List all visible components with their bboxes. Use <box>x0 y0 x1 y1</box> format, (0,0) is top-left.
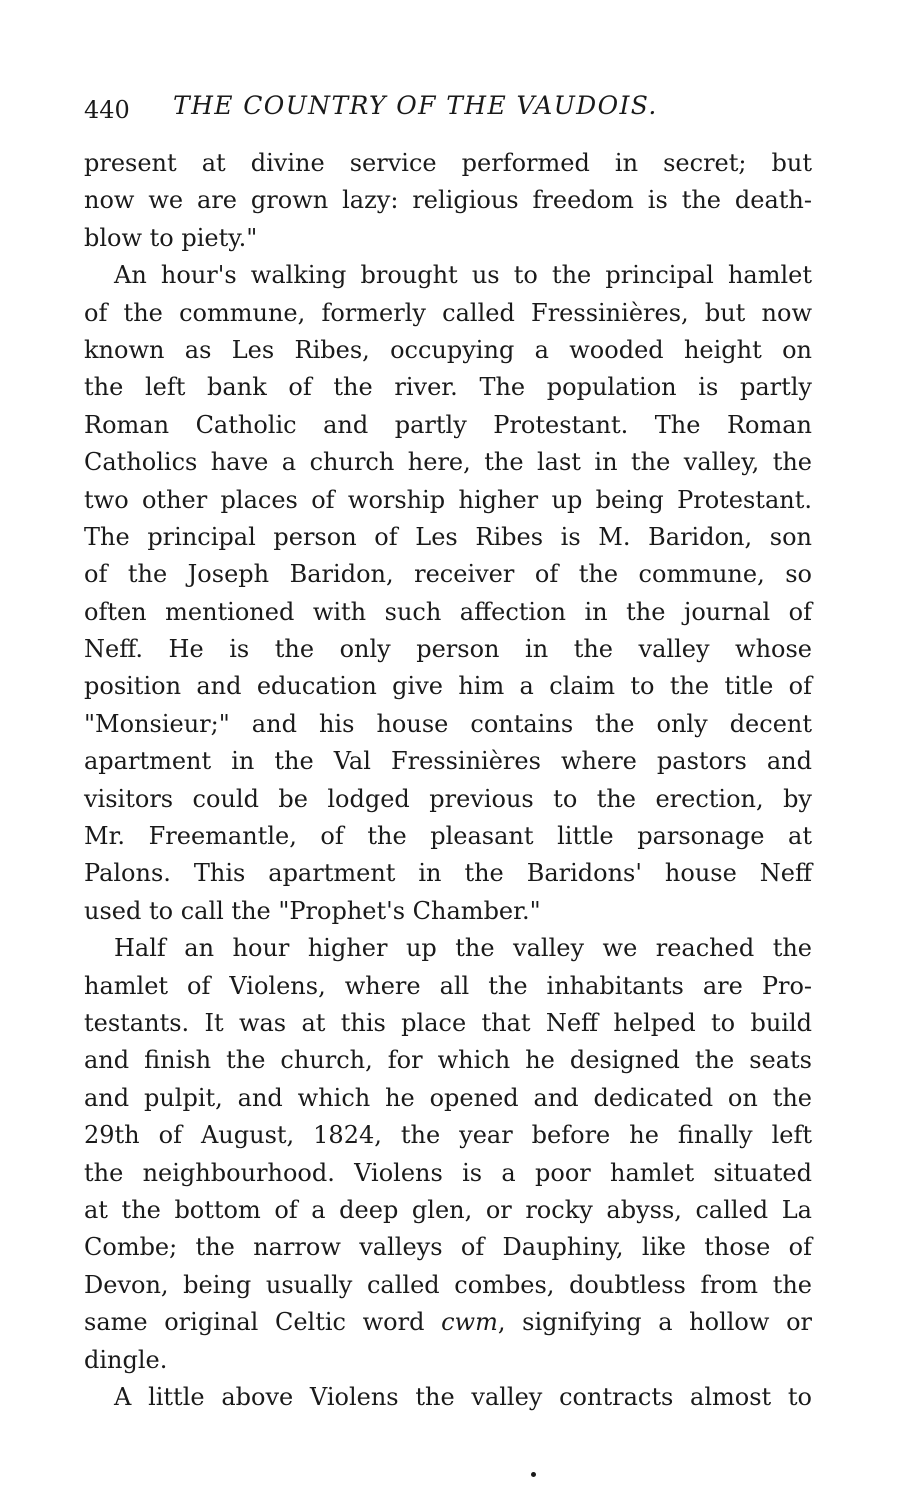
text-line: and finish the church, for which he designed the seats <box>84 1046 812 1075</box>
page-number: 440 <box>84 96 130 124</box>
text-line: A little above Violens the valley contracts almost to <box>114 1382 812 1411</box>
paragraph-les-ribes <box>84 257 812 930</box>
text-line: present at divine service performed in secret; but <box>84 149 812 177</box>
text-line: "Monsieur;" and his house contains the only decent <box>84 709 812 738</box>
text-line: same original Celtic word cwm, signifying a hollow or <box>84 1308 812 1337</box>
text-line: dingle. <box>84 1345 168 1374</box>
text-line: blow to piety." <box>84 223 258 252</box>
text-line: hamlet of Violens, where all the inhabitants are Pro- <box>84 971 812 1000</box>
body-text <box>84 145 812 1416</box>
text-line: the left bank of the river. The population is partly <box>84 373 812 402</box>
text-line: the neighbourhood. Violens is a poor hamlet situated <box>84 1158 812 1187</box>
text-line: Devon, being usually called combes, doubtless from the <box>84 1270 812 1299</box>
text-line: Neff. He is the only person in the valley whose <box>84 635 812 664</box>
text-line: apartment in the Val Fressinières where pastors and <box>84 747 812 776</box>
text-line: known as Les Ribes, occupying a wooded height on <box>84 335 812 364</box>
text-line: Combe; the narrow valleys of Dauphiny, like those of <box>84 1233 812 1262</box>
text-line: Half an hour higher up the valley we reached the <box>114 934 812 963</box>
text-line: at the bottom of a deep glen, or rocky abyss, called La <box>84 1195 812 1224</box>
text-line: An hour's walking brought us to the principal hamlet <box>114 261 812 290</box>
text-line: Catholics have a church here, the last in the valley, the <box>84 448 812 477</box>
text-line: Palons. This apartment in the Baridons' house Neff <box>84 859 812 888</box>
text-line: used to call the "Prophet's Chamber." <box>84 896 541 925</box>
text-line: of the commune, formerly called Fressinières, but now <box>84 298 812 327</box>
paragraph-violens <box>84 930 812 1379</box>
text-line: two other places of worship higher up being Protestant. <box>84 485 812 514</box>
text-line: testants. It was at this place that Neff helped to build <box>84 1008 812 1037</box>
running-head <box>84 86 824 126</box>
text-line: 29th of August, 1824, the year before he finally left <box>84 1121 812 1150</box>
text-line: now we are grown lazy: religious freedom is the death- <box>84 186 812 215</box>
text-line: Roman Catholic and partly Protestant. The Roman <box>84 410 812 439</box>
text-line: often mentioned with such affection in the journal of <box>84 597 812 626</box>
paragraph-continued <box>84 145 812 257</box>
text-line: The principal person of Les Ribes is M. Baridon, son <box>84 522 812 551</box>
text-line: and pulpit, and which he opened and dedicated on the <box>84 1083 812 1112</box>
signature-mark <box>531 1472 536 1477</box>
paragraph-above-violens <box>84 1379 812 1416</box>
text-line: of the Joseph Baridon, receiver of the commune, so <box>84 560 812 589</box>
text-line: visitors could be lodged previous to the erection, by <box>84 784 812 813</box>
running-title: THE COUNTRY OF THE VAUDOIS. <box>173 91 658 120</box>
text-line: position and education give him a claim to the title of <box>84 672 812 701</box>
text-line: Mr. Freemantle, of the pleasant little parsonage at <box>84 822 812 851</box>
